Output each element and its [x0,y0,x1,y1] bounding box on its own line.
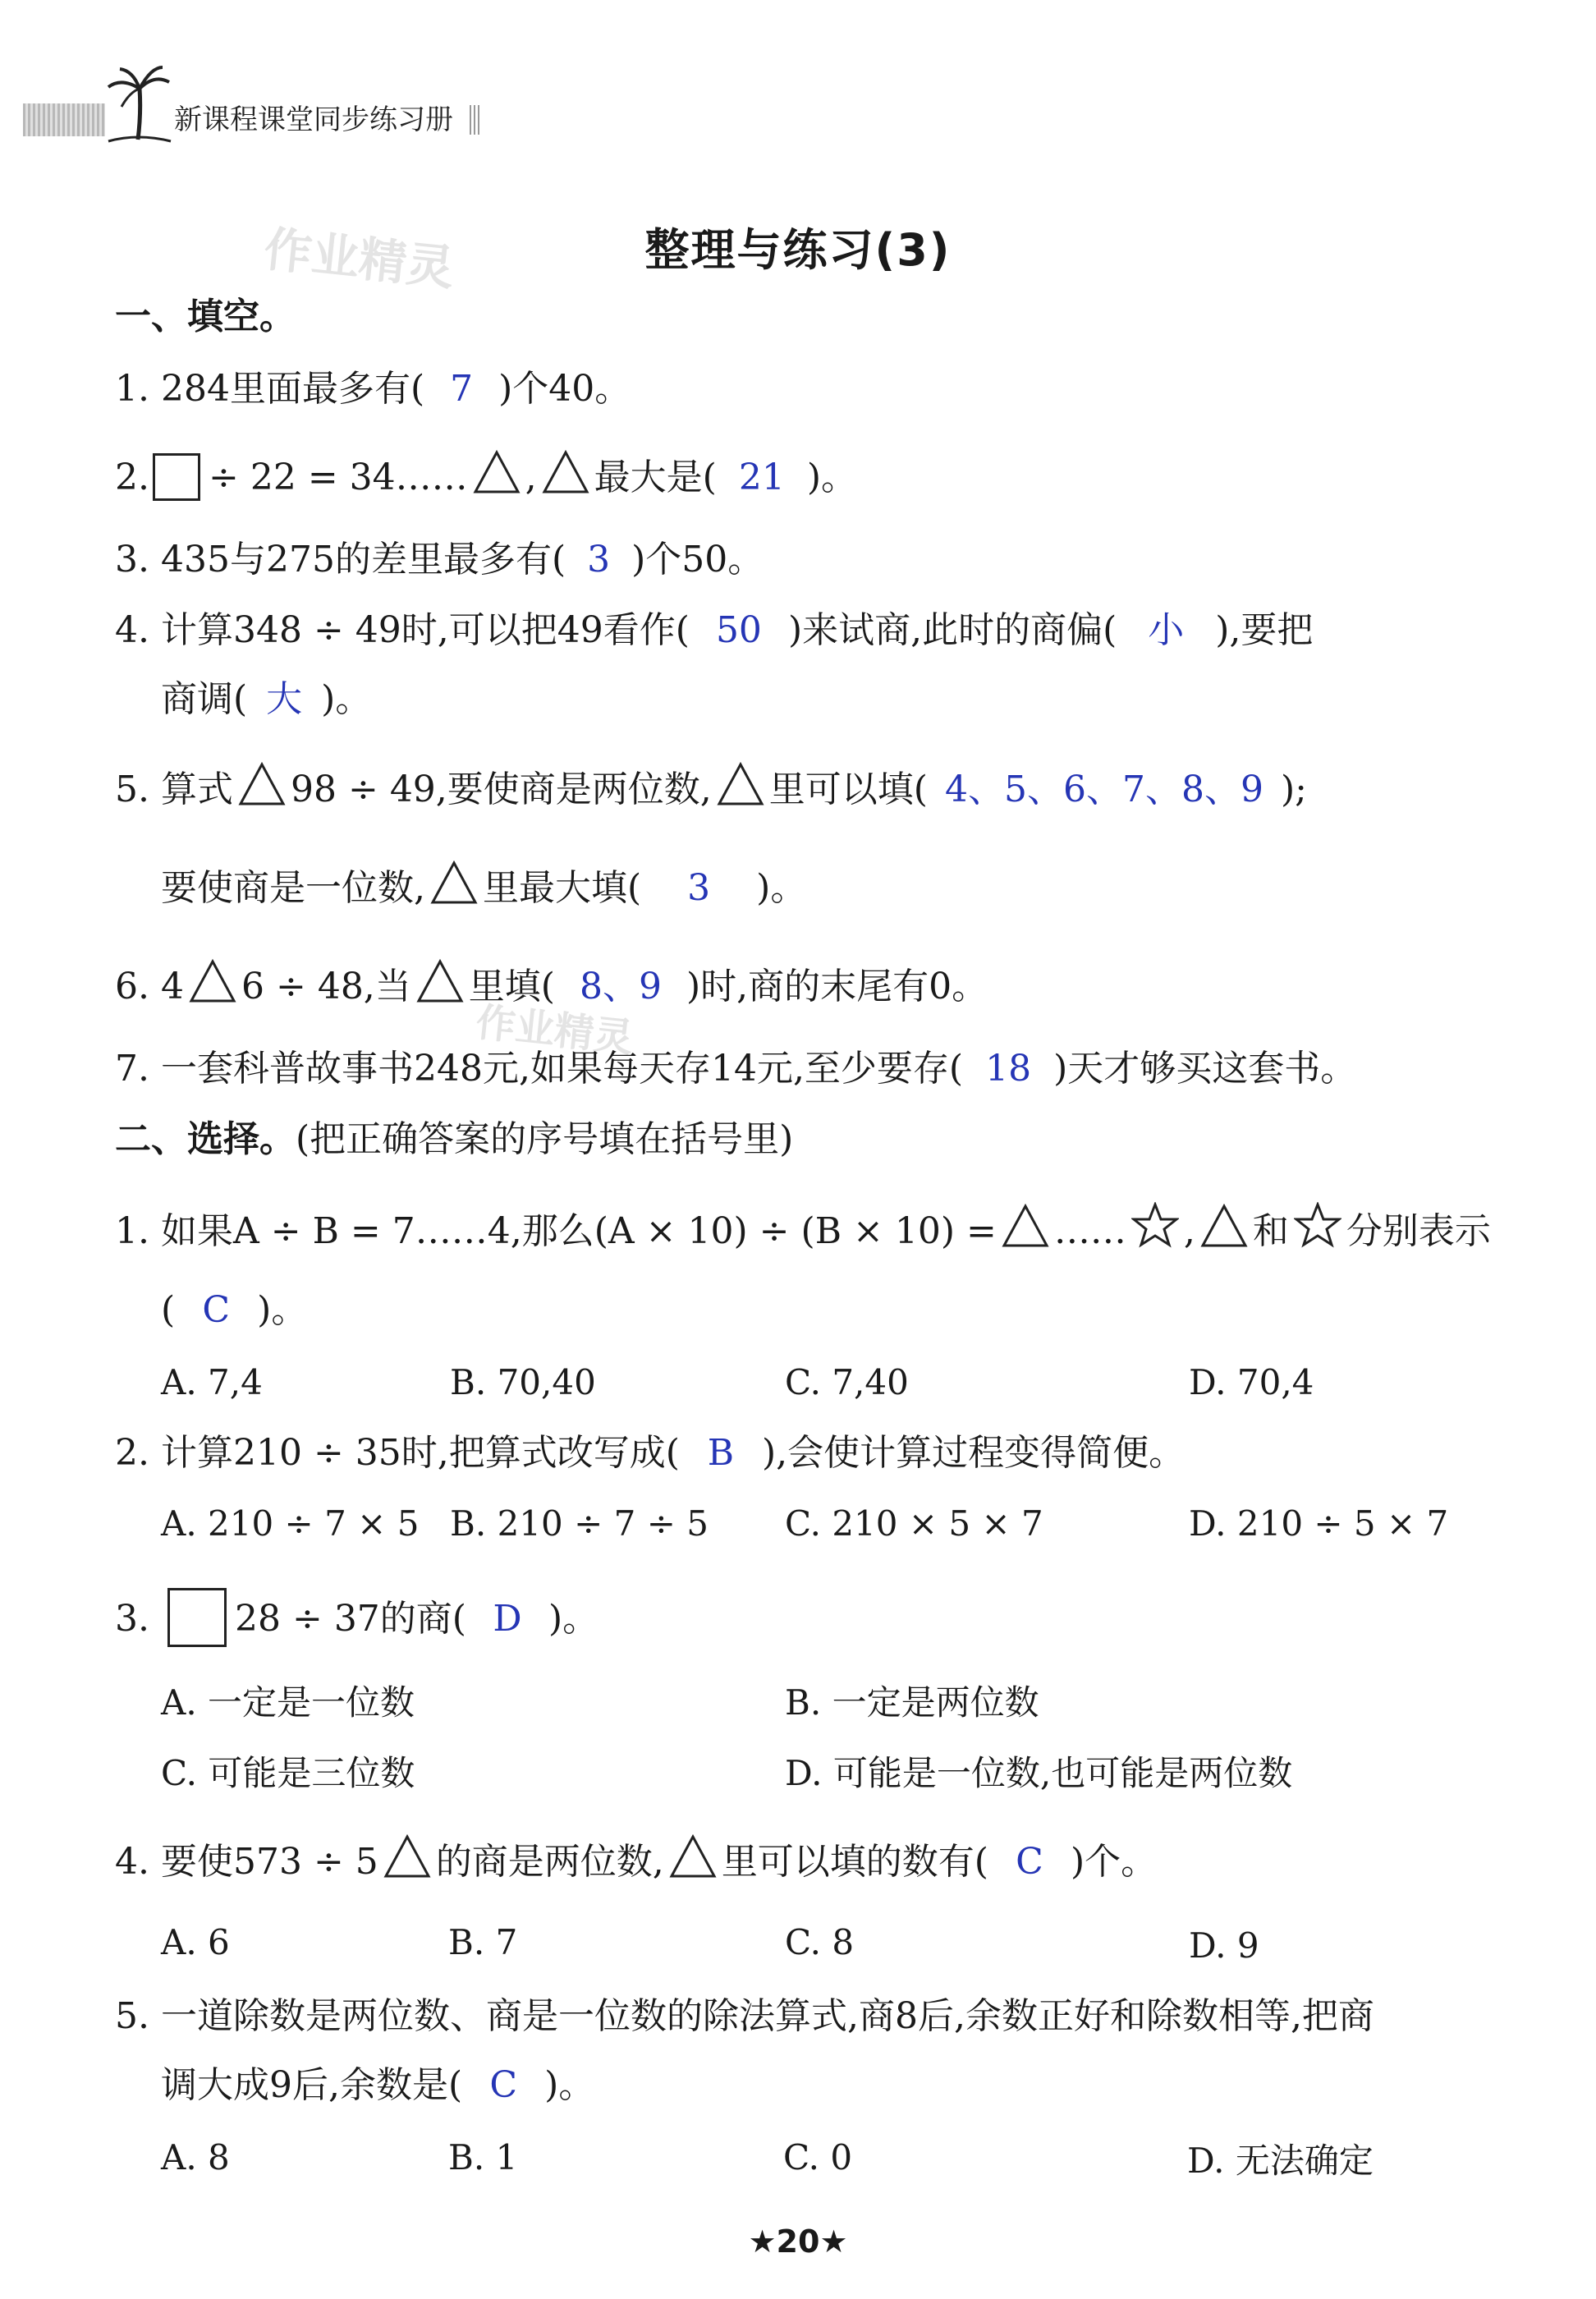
triangle-icon [1200,1204,1248,1248]
answer: 4、5、6、7、8、9 [944,769,1264,810]
answer: 50 [715,609,762,651]
watermark: 作业精灵 [261,221,457,296]
option-c: C. 7,40 [785,1362,909,1402]
triangle-icon [1002,1204,1049,1248]
question-2-5: 5. 一道除数是两位数、商是一位数的除法算式,商8后,余数正好和除数相等,把商 [115,1995,1374,2037]
option-a: A. 8 [161,2137,230,2177]
question-2-1: 1. 如果A ÷ B = 7……4,那么(A × 10) ÷ (B × 10) = …… , 和 分别表示 [115,1202,1491,1256]
option-a: A. 6 [161,1922,230,1962]
triangle-icon [416,959,464,1003]
answer: C [1016,1841,1043,1883]
star-icon: ★ [819,2223,848,2260]
option-b: B. 70,40 [450,1362,596,1402]
square-box-icon [153,453,200,501]
page-number: ★20★ [748,2223,848,2260]
answer: 7 [450,368,474,410]
option-b: B. 1 [448,2137,518,2177]
book-title: 新课程课堂同步练习册 [174,103,453,136]
answer: 8、9 [579,966,662,1007]
section2-heading-note: (把正确答案的序号填在括号里) [296,1118,794,1160]
square-box-icon [167,1588,227,1647]
option-a: A. 一定是一位数 [161,1682,415,1723]
answer: 3 [587,539,611,580]
question-1-2: 2. ÷ 22 = 34…… , 最大是( 21 )。 [115,450,857,502]
answer: C [202,1289,230,1331]
option-a: A. 210 ÷ 7 × 5 [161,1503,420,1544]
option-b: B. 7 [448,1922,518,1962]
question-2-1-cont: ( C )。 [161,1286,307,1335]
header-decoration-strip [23,103,105,136]
answer: 21 [738,457,785,498]
question-1-7: 7. 一套科普故事书248元,如果每天存14元,至少要存( 18 )天才够买这套书。 [115,1044,1356,1094]
question-2-3: 3. 28 ÷ 37的商( D )。 [115,1588,598,1647]
triangle-icon [430,860,478,905]
question-1-4-cont: 商调( 大 )。 [161,675,371,724]
star-icon: ★ [748,2223,777,2260]
option-b: B. 一定是两位数 [785,1682,1039,1723]
header-bars-decoration [470,105,481,135]
option-d: D. 无法确定 [1187,2141,1374,2181]
watermark: 作业精灵 [474,999,635,1062]
triangle-icon [189,959,236,1003]
answer: C [489,2064,517,2106]
question-2-4: 4. 要使573 ÷ 5 的商是两位数, 里可以填的数有( C )个。 [115,1834,1157,1887]
option-c: C. 0 [783,2137,853,2177]
question-1-6: 6. 4 6 ÷ 48,当 里填( 8、9 )时,商的末尾有0。 [115,959,988,1012]
question-1-5-cont: 要使商是一位数, 里最大填( 3 )。 [161,860,806,913]
option-b: B. 210 ÷ 7 ÷ 5 [450,1503,709,1544]
option-d: D. 70,4 [1189,1362,1314,1402]
answer: 小 [1148,609,1185,651]
section1-heading: 一、填空。 [115,296,296,337]
answer: D [493,1598,522,1640]
question-1-3: 3. 435与275的差里最多有( 3 )个50。 [115,535,764,585]
triangle-icon [383,1834,431,1879]
palm-tree-icon [105,64,172,143]
option-d: D. 可能是一位数,也可能是两位数 [785,1753,1293,1793]
option-c: C. 8 [785,1922,855,1962]
answer: 18 [985,1048,1032,1090]
question-2-2: 2. 计算210 ÷ 35时,把算式改写成( B ),会使计算过程变得简便。 [115,1429,1185,1478]
option-a: A. 7,4 [161,1362,263,1402]
answer: B [707,1432,735,1474]
triangle-icon [717,762,764,806]
option-c: C. 210 × 5 × 7 [785,1503,1043,1544]
triangle-icon [238,762,286,806]
triangle-icon [669,1834,717,1879]
section2-heading: 二、选择。(把正确答案的序号填在括号里) [115,1118,794,1160]
option-c: C. 可能是三位数 [161,1753,415,1793]
star-icon [1131,1202,1179,1248]
question-1-4: 4. 计算348 ÷ 49时,可以把49看作( 50 )来试商,此时的商偏( 小 ),要把 [115,606,1313,655]
star-icon [1294,1202,1341,1248]
triangle-icon [473,450,521,494]
option-d: D. 9 [1189,1925,1259,1966]
answer: 大 [266,678,303,720]
triangle-icon [542,450,589,494]
question-1-1: 1. 284里面最多有( 7 )个40。 [115,365,631,414]
page-title: 整理与练习(3) [644,224,952,276]
question-1-5: 5. 算式 98 ÷ 49,要使商是两位数, 里可以填( 4、5、6、7、8、9 ); [115,762,1307,815]
answer: 3 [687,867,711,909]
question-2-5-cont: 调大成9后,余数是( C )。 [161,2061,594,2110]
option-d: D. 210 ÷ 5 × 7 [1189,1503,1449,1544]
